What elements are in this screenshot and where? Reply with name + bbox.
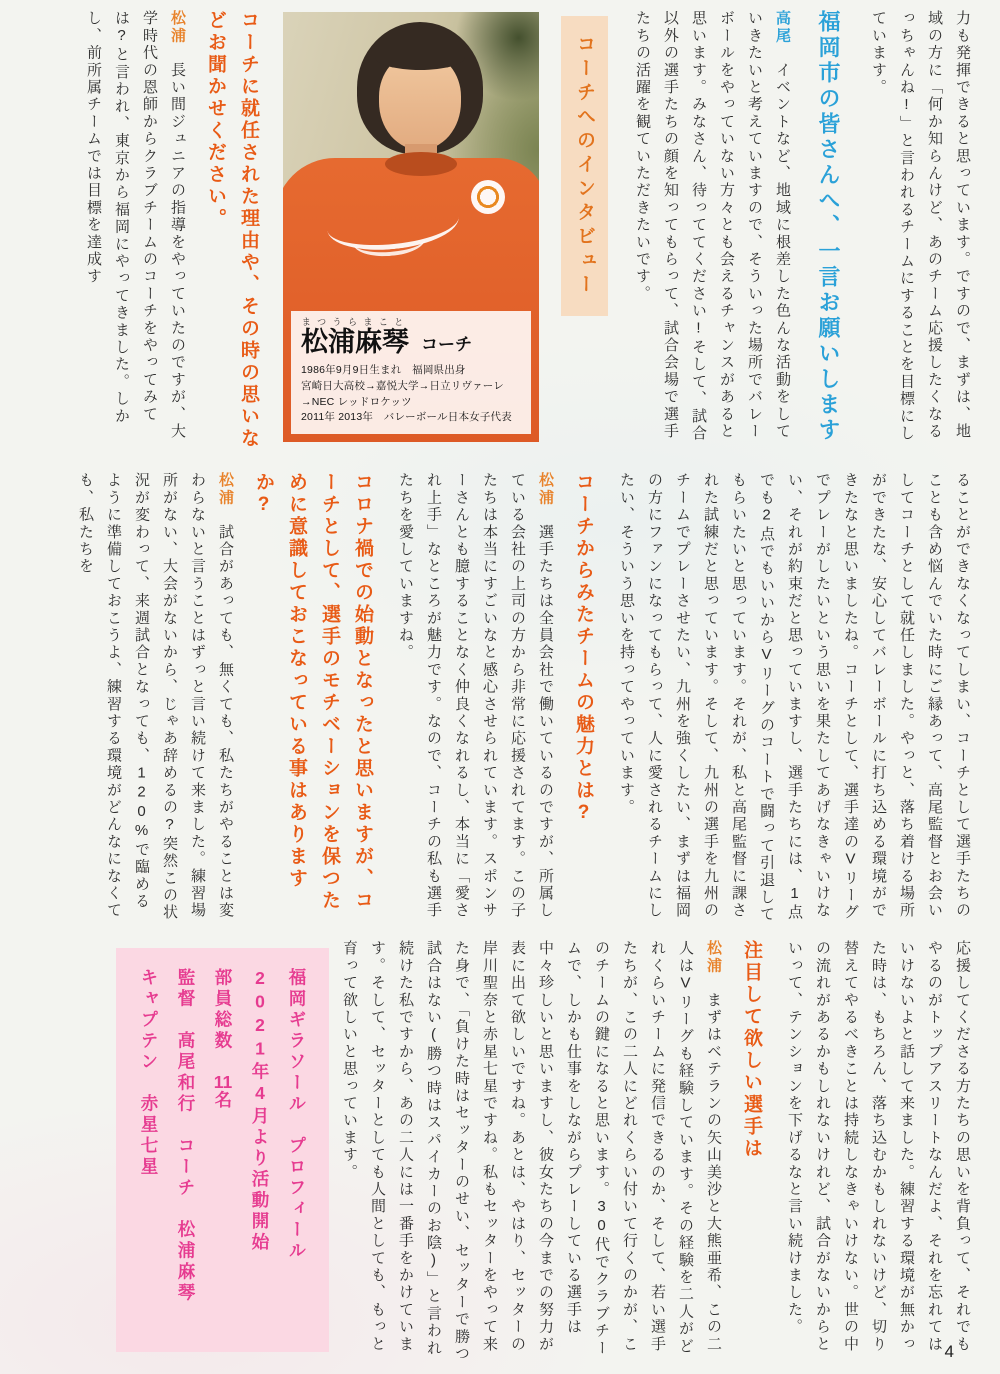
photo-caption bbox=[291, 311, 531, 434]
bio-line-national-team: 2011年 2013年 バレーボール日本女子代表 bbox=[301, 411, 512, 424]
speaker-label-matsuura: 松浦 bbox=[537, 472, 554, 507]
speaker-label-matsuura: 松浦 bbox=[705, 940, 722, 975]
profile-line-team-name: 福岡ギラソール プロフィール bbox=[287, 968, 307, 1262]
answer-matsuura-1-text: 長い間ジュニアの指導をやっていたのですが、大学時代の恩師からクラブチームのコーチをやってみては?と言われ、東京から福岡にやってきました。しかし、前所属チームでは目標を達成す bbox=[85, 10, 186, 441]
profile-line-founded: 2021年4月より活動開始 bbox=[250, 968, 270, 1254]
answer-matsuura-2-text: 選手たちは全員会社で働いているのですが、所属している会社の上司の方から非常に応援されてます。この子たちは本当にすごいなと感心させられています。スポンサーさんとも臆することなく仲良くなれるし、本当に「愛され上手」なところが魅力です。なので、コーチの私も選手たちを愛していますね。 bbox=[397, 472, 554, 920]
question-covid-motivation: コロナ禍での始動となったと思いますが、コーチとして、選手のモチベーションを保つために意識しておこなっている事はありますか? bbox=[253, 472, 373, 912]
answer-matsuura-2 bbox=[391, 472, 559, 924]
profile-line-staff: 監督 高尾和行 コーチ 松浦麻琴 bbox=[176, 968, 196, 1304]
coach-name-kanji: 松浦麻琴 bbox=[301, 326, 409, 357]
photo-caption-bio bbox=[301, 363, 521, 426]
speaker-label-takao: 高尾 bbox=[774, 10, 791, 45]
paragraph-goal-continuation: 力も発揮できると思っています。ですので、まずは、地域の方に「何か知らんけど、あのチーム応援したくなるっちゃんね!」と言われるチームにすることを目標にしています。 bbox=[870, 10, 971, 442]
profile-line-captain: キャプテン 赤星七星 bbox=[139, 968, 159, 1178]
top-section bbox=[26, 10, 978, 456]
photo-team-logo bbox=[471, 180, 505, 214]
photo-fringe-shape bbox=[375, 44, 465, 70]
page-number: 4 bbox=[944, 1342, 954, 1361]
photo-caption-name-row bbox=[301, 317, 521, 358]
profile-members-count: 11 bbox=[213, 1073, 233, 1091]
answer-matsuura-3-text: 試合があっても、無くても、私たちがやることは変わらないと言うことはずっと言い続けて来ました。練習場所がない、大会がないから、じゃあ辞めるの?突然この状況が変わって、来週試合となっても、120%で臨めるように準備しておこうよ、練習する環境がどんなになくても、私たちを bbox=[77, 472, 234, 922]
answer-takao-text: イベントなど、地域に根差した色んな活動をしていきたいと考えていますので、そういった場所でバレーボールをやっていない方々とも会えるチャンスがあると思います。みなさん、待っててください!そして、試合以外の選手たちの顔を知ってもらって、試合会場で選手たちの活躍を観ていただきたいです。 bbox=[634, 10, 791, 442]
question-players-to-watch: 注目して欲しい選手は bbox=[741, 940, 762, 1160]
profile-members-unit: 名 bbox=[213, 1090, 233, 1112]
bio-line-birth: 1986年9月9日生まれ 福岡県出身 bbox=[301, 364, 466, 376]
coach-name bbox=[301, 317, 409, 358]
answer-matsuura-3 bbox=[71, 472, 239, 924]
profile-line-members bbox=[204, 968, 241, 1332]
answer-matsuura-4-text: まずはベテランの矢山美沙と大熊亜希、この二人はVリーグも経験しています。その経験を二人がどれくらいチームに発信できるのか、そして、若い選手たちが、この二人にどれくらい付いて行くのかが、このチームの鍵になると思います。30代でクラブチームで、しかも仕事をしながらプレーしている選手は中々珍しいと思いますし、彼女たちの今までの努力が表に出て欲しいですね。あとは、やはり、セッターの岸川聖奈と赤星七星ですね。私もセッターをやって来た身で、「負けた時はセッターのせい、セッターで勝つ試合はない(勝つ時はスパイカーのお陰)」と言われ続けた私ですから、あの二人には一番手をかけています。そして、セッターとしても人間としても、もっと育って欲しいと思っています。 bbox=[341, 940, 722, 1363]
question-reason-for-coaching: コーチに就任された理由や、その時の思いなどお聞かせください。 bbox=[205, 10, 259, 450]
photo-collar-shape bbox=[385, 152, 457, 176]
paragraph-top-athlete: 応援してくださる方たちの思いを背負って、それでもやるのがトップアスリートなんだよ、それを忘れてはいけないよと話して来ました。練習する環境が無かった時は、もちろん、落ち込むかもしれないけど、切り替えてやるべきことは持続しなきゃいけない。世の中の流れがあるかもしれないけれど、試合がないからといって、テンションを下げるなと言い続けました。 bbox=[786, 940, 971, 1353]
bio-line-career2: →NEC レッドロケッツ bbox=[301, 395, 412, 408]
profile-members-label: 部員総数 bbox=[213, 968, 233, 1073]
coach-name-furigana: まつうらまこと bbox=[301, 316, 409, 327]
coach-role-label: コーチ bbox=[421, 335, 472, 354]
answer-matsuura-4 bbox=[335, 940, 727, 1368]
coach-photo bbox=[283, 12, 539, 442]
interview-banner: コーチへのインタビュー bbox=[561, 16, 608, 316]
question-team-charm: コーチからみたチームの魅力とは? bbox=[573, 472, 594, 826]
team-profile-box bbox=[116, 948, 329, 1352]
answer-matsuura-1 bbox=[79, 10, 191, 456]
bottom-section bbox=[26, 940, 978, 1368]
speaker-label-matsuura: 松浦 bbox=[217, 472, 234, 507]
paragraph-joining-team: ることができなくなってしまい、コーチとして選手たちのことも含め悩んでいた時にご縁あって、高尾監督とお会いしてコーチとして就任しました。やっと、落ち着ける場所ができたな、安心してバレーボールに打ち込める環境ができたなと思いましたね。コーチとして、選手達のVリーグでプレーがしたいという思いを果たしてあげなきゃいけない、それが約束だと思っていますし、選手たちには、1点でも2点でもいいからVリーグのコートで闘って引退してもらいたいと思っています。それが、私と高尾監督に課された試練だと思っています。そして、九州の選手を九州のチームでプレーさせたい、九州を強くしたい、まずは福岡の方にファンになってもらって、人に愛されるチームにしたい、そういう思いを持ってやっています。 bbox=[618, 472, 971, 924]
bio-line-career1: 宮崎日大高校→嘉悦大学→日立リヴァーレ bbox=[301, 379, 504, 392]
answer-takao bbox=[628, 10, 796, 456]
middle-section bbox=[26, 472, 978, 924]
heading-message-to-fukuoka: 福岡市の皆さんへ、一言お願いします bbox=[816, 10, 841, 444]
speaker-label-matsuura: 松浦 bbox=[169, 10, 186, 45]
